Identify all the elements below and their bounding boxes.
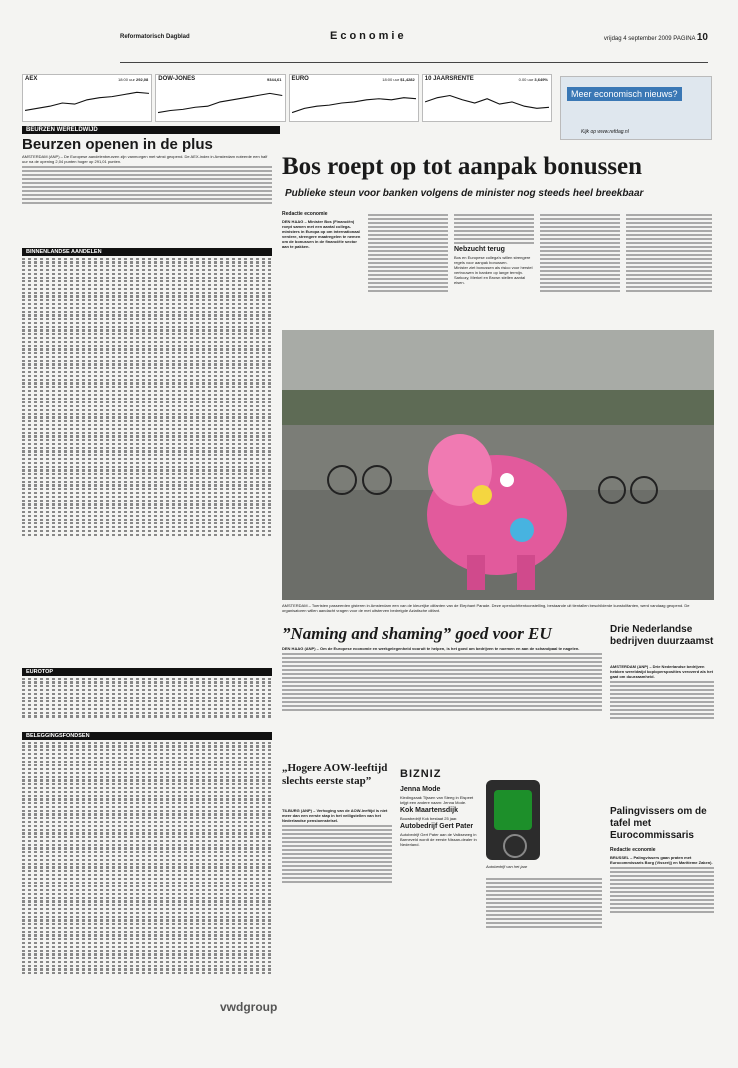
table-row <box>22 836 272 838</box>
table-row <box>22 484 272 486</box>
table-row <box>22 889 272 891</box>
table-row <box>22 704 272 706</box>
table-row <box>22 749 272 751</box>
bizniz-col <box>400 784 482 847</box>
table-row <box>22 764 272 766</box>
promo-subtitle: Kijk op www.refdag.nl <box>581 129 629 135</box>
ticker-euro-line <box>292 87 416 119</box>
table-row <box>22 897 272 899</box>
table-row <box>22 753 272 755</box>
elephant-photo <box>282 330 714 600</box>
publication-name: Reformatorisch Dagblad <box>120 34 190 40</box>
device-ring <box>503 834 527 858</box>
table-row <box>22 934 272 936</box>
table-row <box>22 772 272 774</box>
table-row <box>22 927 272 929</box>
table-row <box>22 333 272 335</box>
table-row <box>22 473 272 475</box>
funds-table <box>22 732 272 976</box>
table-row <box>22 503 272 505</box>
table-row <box>22 715 272 717</box>
table-row <box>22 284 272 286</box>
table-row <box>22 352 272 354</box>
table-row <box>22 386 272 388</box>
table-row <box>22 511 272 513</box>
bizniz-item-text: Kledingzaak Tijssen van Steeg in Elspeet krijgt een andere naam: Jenna Mode. <box>400 795 474 805</box>
table-row <box>22 367 272 369</box>
table-row <box>22 972 272 974</box>
table-row <box>22 375 272 377</box>
table-row <box>22 341 272 343</box>
table-row <box>22 390 272 392</box>
table-row <box>22 855 272 857</box>
table-row <box>22 292 272 294</box>
table-row <box>22 450 272 452</box>
bizniz-item-text: Autobedrijf Gert Pater aan de Valkseweg in Barneveld wordt de eerste Nissan-dealer in Nederland. <box>400 832 477 847</box>
table-row <box>22 345 272 347</box>
table-row <box>22 515 272 517</box>
table-row <box>22 931 272 933</box>
table-row <box>22 469 272 471</box>
table-row <box>22 802 272 804</box>
table-row <box>22 314 272 316</box>
table-row <box>22 813 272 815</box>
table-row <box>22 923 272 925</box>
stock-table-title: BINNENLANDSE AANDELEN <box>22 248 272 256</box>
table-row <box>22 526 272 528</box>
table-row <box>22 307 272 309</box>
table-row <box>22 488 272 490</box>
table-row <box>22 851 272 853</box>
bizniz-title: BIZNIZ <box>400 768 442 780</box>
table-row <box>22 912 272 914</box>
table-row <box>22 534 272 536</box>
ticker-euro: EURO 18:00 uur $1,4282 <box>289 74 419 122</box>
table-row <box>22 416 272 418</box>
date-line: vrijdag 4 september 2009 PAGINA 10 <box>603 32 708 43</box>
table-row <box>22 787 272 789</box>
table-row <box>22 693 272 695</box>
aow-headline: „Hogere AOW-leeftijd slechts eerste stap” <box>282 762 388 787</box>
ticker-rente: 10 JAARSRENTE 0.00 uur 3,649% <box>422 74 552 122</box>
promo-banner[interactable] <box>560 76 712 140</box>
table-row <box>22 280 272 282</box>
table-row <box>22 447 272 449</box>
side2-article <box>610 848 714 915</box>
table-row <box>22 458 272 460</box>
table-row <box>22 863 272 865</box>
table-row <box>22 356 272 358</box>
side2-lead: BRUSSEL – Palingvissers gaan praten met Eurocommissaris Borg (Visserij) en Maritieme Zaken). <box>610 855 713 865</box>
table-row <box>22 530 272 532</box>
table-row <box>22 303 272 305</box>
vwd-logo: vwdgroup <box>220 1000 278 1014</box>
main-col-4 <box>540 212 620 294</box>
table-row <box>22 398 272 400</box>
table-row <box>22 821 272 823</box>
table-row <box>22 477 272 479</box>
table-row <box>22 708 272 710</box>
table-row <box>22 322 272 324</box>
elephant-photo-illustration <box>282 330 714 600</box>
table-row <box>22 371 272 373</box>
table-row <box>22 678 272 680</box>
table-row <box>22 712 272 714</box>
table-row <box>22 326 272 328</box>
table-row <box>22 885 272 887</box>
table-row <box>22 382 272 384</box>
table-row <box>22 295 272 297</box>
table-row <box>22 522 272 524</box>
box-item: Bos en Europese collega's willen strengere regels voor aanpak bonussen. <box>454 255 531 265</box>
table-row <box>22 776 272 778</box>
aow-article <box>282 808 392 885</box>
table-row <box>22 311 272 313</box>
table-row <box>22 420 272 422</box>
naming-headline: ”Naming and shaming” goed voor EU <box>282 624 552 643</box>
table-row <box>22 847 272 849</box>
left-headline: Beurzen openen in de plus <box>22 136 213 153</box>
table-row <box>22 519 272 521</box>
table-row <box>22 258 272 260</box>
table-row <box>22 791 272 793</box>
table-row <box>22 405 272 407</box>
table-row <box>22 394 272 396</box>
section-title: Economie <box>330 30 407 42</box>
table-row <box>22 337 272 339</box>
ticker-dow: DOW-JONES 9344,61 <box>155 74 285 122</box>
table-row <box>22 900 272 902</box>
bizniz-col-2 <box>486 876 602 930</box>
table-row <box>22 681 272 683</box>
table-row <box>22 273 272 275</box>
table-row <box>22 409 272 411</box>
table-row <box>22 424 272 426</box>
main-col-3 <box>454 212 534 285</box>
table-row <box>22 844 272 846</box>
table-row <box>22 265 272 267</box>
table-row <box>22 492 272 494</box>
table-row <box>22 439 272 441</box>
table-row <box>22 829 272 831</box>
device-caption: Autobedrijf van het jaar <box>486 864 528 869</box>
side2-headline: Palingvissers om de tafel met Eurocommissaris <box>610 806 707 841</box>
left-article <box>22 154 272 206</box>
table-row <box>22 806 272 808</box>
table-row <box>22 761 272 763</box>
ticker-rente-line <box>425 87 549 119</box>
table-row <box>22 379 272 381</box>
page-header <box>120 22 708 63</box>
ticker-aex-line <box>25 87 149 119</box>
table-row <box>22 866 272 868</box>
left-lead: AMSTERDAM (ANP) – De Europese aandelenbeurzen zijn vanmorgen met winst geopend. De AEX-index in Amsterdam noteerde een half uur na de opening 2,04 punten hoger op 291,01 punten. <box>22 154 268 164</box>
funds-title: BELEGGINGSFONDSEN <box>22 732 272 740</box>
left-tag: BEURZEN WERELDWIJD <box>22 126 280 134</box>
table-row <box>22 745 272 747</box>
table-row <box>22 938 272 940</box>
eurotop-title: EUROTOP <box>22 668 272 676</box>
table-row <box>22 269 272 271</box>
table-row <box>22 953 272 955</box>
table-row <box>22 825 272 827</box>
table-row <box>22 878 272 880</box>
photo-caption: AMSTERDAM – Toeristen passeerden gisteren in Amsterdam een van de kleurrijke olifanten van de Elephant Parade. Deze openluchttentoonstelling, bestaande uit tientallen beschilderde kunstolifanten, werd vandaag geopend. De organisatoren willen aandacht vragen voor de met uitsterven bedreigde Aziatische olifant. <box>282 603 690 613</box>
table-row <box>22 742 272 744</box>
side1-article <box>610 664 714 721</box>
table-row <box>22 795 272 797</box>
table-row <box>22 413 272 415</box>
table-row <box>22 904 272 906</box>
table-row <box>22 893 272 895</box>
table-row <box>22 779 272 781</box>
device-photo <box>486 780 540 860</box>
naming-article <box>282 646 602 713</box>
ticker-dow-line <box>158 87 282 119</box>
table-row <box>22 882 272 884</box>
table-row <box>22 968 272 970</box>
stock-table <box>22 248 272 537</box>
table-row <box>22 348 272 350</box>
table-row <box>22 466 272 468</box>
table-row <box>22 481 272 483</box>
table-row <box>22 288 272 290</box>
main-byline: Redactie economie <box>282 211 328 217</box>
eurotop-table <box>22 668 272 719</box>
aow-lead: TILBURG (ANP) – Verhoging van de AOW-leeftijd is niet meer dan een eerste stap in het veiligstellen van het Nederlandse pensioenstelsel. <box>282 808 388 823</box>
table-row <box>22 783 272 785</box>
naming-lead: DEN HAAG (ANP) – Om de Europese economie en werkgelegenheid vooruit te helpen, is het goed om bedrijven te noemen en aan de schandpaal te nagelen. <box>282 646 580 651</box>
bizniz-item-title: Autobedrijf Gert Pater <box>400 823 474 830</box>
table-row <box>22 401 272 403</box>
bizniz-item-title: Jenna Mode <box>400 786 441 793</box>
table-row <box>22 961 272 963</box>
table-row <box>22 942 272 944</box>
side1-lead: AMSTERDAM (ANP) – Drie Nederlandse bedrijven hebben wereldwijd koplopersposities veroverd als het gaat om duurzaamheid. <box>610 664 713 679</box>
box-item: Sarkozy, Merkel en Brown stellen aantal eisen. <box>454 275 526 285</box>
table-row <box>22 277 272 279</box>
table-row <box>22 700 272 702</box>
table-row <box>22 428 272 430</box>
table-row <box>22 432 272 434</box>
table-row <box>22 299 272 301</box>
table-row <box>22 454 272 456</box>
table-row <box>22 859 272 861</box>
table-row <box>22 957 272 959</box>
table-row <box>22 950 272 952</box>
market-tickers <box>22 74 552 122</box>
bizniz-item-text: Bouwbedrijf Kok bestaat 25 jaar. <box>400 816 458 821</box>
table-row <box>22 908 272 910</box>
promo-title: Meer economisch nieuws? <box>567 87 682 101</box>
table-row <box>22 318 272 320</box>
table-row <box>22 507 272 509</box>
table-row <box>22 768 272 770</box>
table-row <box>22 874 272 876</box>
main-lead: DEN HAAG – Minister Bos (Financiën) roept samen met een aantal collega-ministers in Europa op om internationaal verdere, strengere maatregelen te nemen om de bonussen in de financiële sector aan te pakken. <box>282 219 361 249</box>
main-lead-col <box>282 212 362 249</box>
table-row <box>22 435 272 437</box>
ticker-aex: AEX 18:00 uur 292,08 <box>22 74 152 122</box>
table-row <box>22 840 272 842</box>
table-row <box>22 916 272 918</box>
bizniz-item-title: Kok Maartensdijk <box>400 807 458 814</box>
box-item: Minister ziet bonussen als risico voor herstel vertrouwen in banken op lange termijn. <box>454 265 533 275</box>
table-row <box>22 500 272 502</box>
table-row <box>22 443 272 445</box>
table-row <box>22 757 272 759</box>
table-row <box>22 832 272 834</box>
main-subtitle: Publieke steun voor banken volgens de minister nog steeds heel breekbaar <box>285 188 644 199</box>
table-row <box>22 363 272 365</box>
box-title: Nebzucht terug <box>454 246 505 253</box>
main-col-5 <box>626 212 712 294</box>
table-row <box>22 810 272 812</box>
table-row <box>22 697 272 699</box>
table-row <box>22 261 272 263</box>
table-row <box>22 817 272 819</box>
table-row <box>22 689 272 691</box>
side2-byline: Redactie economie <box>610 847 656 853</box>
table-row <box>22 462 272 464</box>
table-row <box>22 496 272 498</box>
table-row <box>22 965 272 967</box>
side1-headline: Drie Nederlandse bedrijven duurzaamst <box>610 624 714 647</box>
table-row <box>22 919 272 921</box>
table-row <box>22 870 272 872</box>
table-row <box>22 329 272 331</box>
table-row <box>22 946 272 948</box>
table-row <box>22 798 272 800</box>
main-col-2 <box>368 212 448 294</box>
table-row <box>22 685 272 687</box>
table-row <box>22 360 272 362</box>
main-headline: Bos roept op tot aanpak bonussen <box>282 153 643 180</box>
device-screen <box>494 790 532 830</box>
